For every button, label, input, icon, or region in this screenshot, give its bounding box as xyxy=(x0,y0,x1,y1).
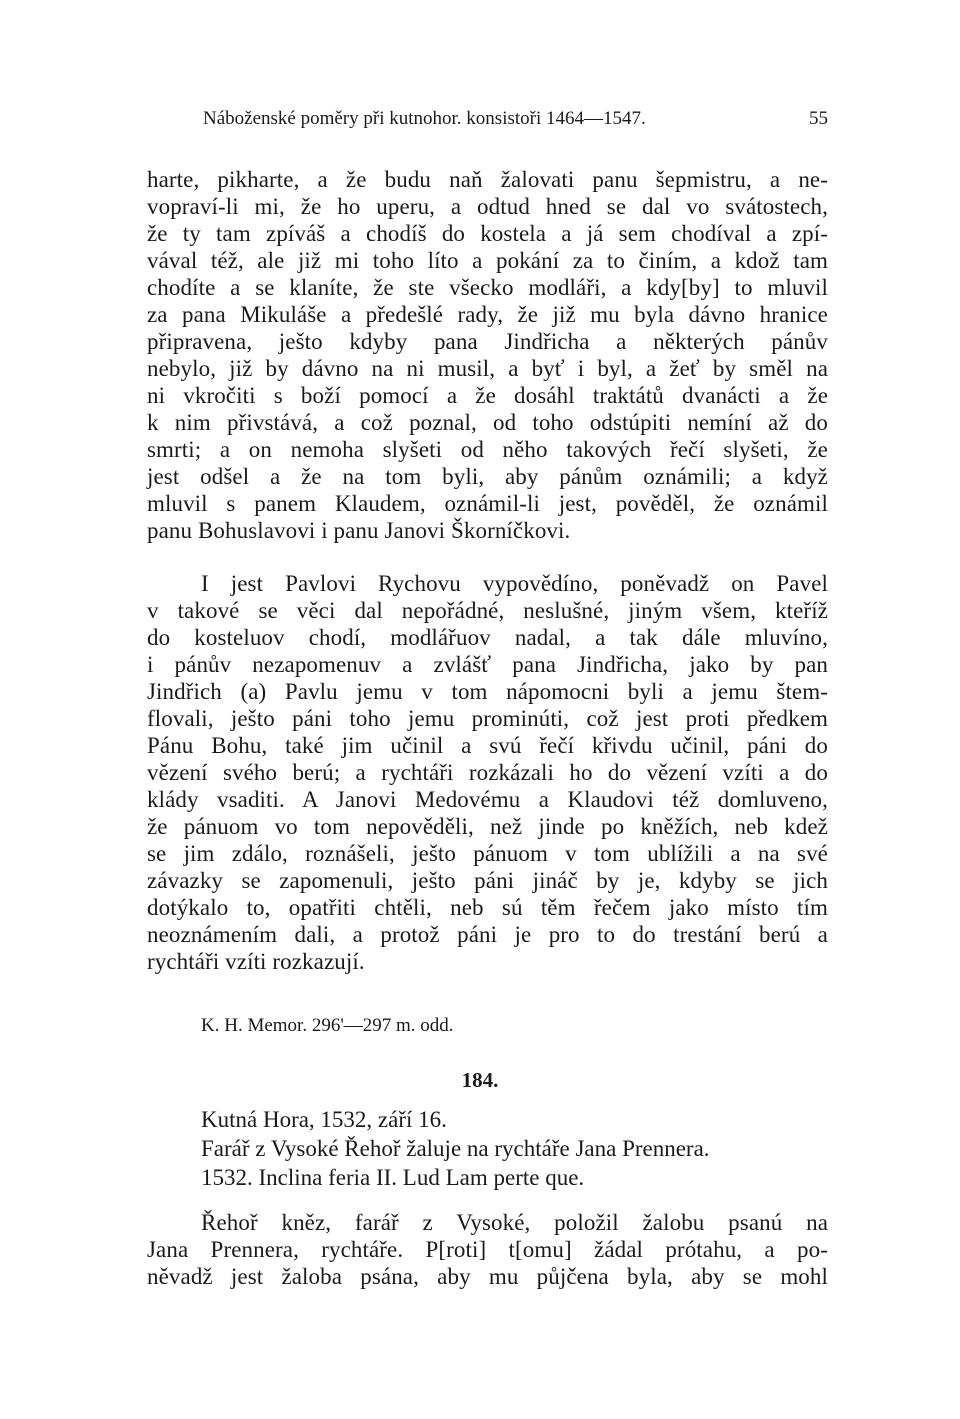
text-line: Pánu Bohu, také jim učinil a svú řečí křivdu učinil, páni do xyxy=(147,733,828,758)
text-line: harte, pikharte, a že budu naň žalovati panu šepmistru, a ne- xyxy=(147,167,828,192)
text-line: neoznámením dali, a protož páni je pro to do trestání berú a xyxy=(147,922,828,947)
text-line: rychtáři vzíti rozkazují. xyxy=(147,949,365,974)
text-line-indented: Řehoř kněz, farář z Vysoké, položil žalobu psanú na xyxy=(201,1210,828,1235)
text-line-indented: I jest Pavlovi Rychovu vypovědíno, poněvadž on Pavel xyxy=(201,571,828,596)
text-line: jest odšel a že na tom byli, aby pánům oznámili; a když xyxy=(147,464,828,489)
text-line: dotýkalo to, opatřiti chtěli, neb sú těm řečem jako místo tím xyxy=(147,895,828,920)
text-line: klády vsaditi. A Janovi Medovému a Klaudovi též domluveno, xyxy=(147,787,828,812)
page-number: 55 xyxy=(809,108,828,129)
text-line: vězení svého berú; a rychtáři rozkázali ho do vězení vzíti a do xyxy=(147,760,828,785)
text-line: se jim zdálo, roznášeli, ješto pánuom v tom ublížili a na své xyxy=(147,841,828,866)
text-line: závazky se zapomenuli, ješto páni jináč by je, kdyby se jich xyxy=(147,868,828,893)
page-header xyxy=(147,108,828,138)
text-line: vopraví-li mi, že ho uperu, a odtud hned se dal vo svátostech, xyxy=(147,194,828,219)
paragraph-1 xyxy=(147,166,828,544)
text-line: ni vkročiti s boží pomocí a že dosáhl traktátů dvanácti a že xyxy=(147,383,828,408)
text-line: panu Bohuslavovi i panu Janovi Škorníčkovi. xyxy=(147,518,571,543)
place-date: Kutná Hora, 1532, září 16. xyxy=(201,1107,447,1132)
text-line: i pánův nezapomenuv a zvlášť pana Jindřicha, jako by pan xyxy=(147,652,828,677)
text-line: Jindřich (a) Pavlu jemu v tom nápomocni byli a jemu štem- xyxy=(147,679,828,704)
text-line: flovali, ješto páni toho jemu prominúti, což jest proti předkem xyxy=(147,706,828,731)
paragraph-2 xyxy=(147,570,828,975)
text-line: že pánuom vo tom nepověděli, než jinde po kněžích, neb kdež xyxy=(147,814,828,839)
text-line: v takové se věci dal nepořádné, neslušné, jiným všem, kteříž xyxy=(147,598,828,623)
text-line: že ty tam zpíváš a chodíš do kostela a já sem chodíval a zpí- xyxy=(147,221,828,246)
paragraph-3 xyxy=(147,1209,828,1290)
text-line: nebylo, již by dávno na ni musil, a byť i byl, a žeť by směl na xyxy=(147,356,828,381)
text-line: chodíte a se klaníte, že ste všecko modláři, a kdy[by] to mluvil xyxy=(147,275,828,300)
text-line: něvadž jest žaloba psána, aby mu půjčena byla, aby se mohl xyxy=(147,1264,828,1289)
source-note: K. H. Memor. 296'—297 m. odd. xyxy=(201,1015,454,1036)
text-line: smrti; a on nemoha slyšeti od něho takových řečí slyšeti, že xyxy=(147,437,828,462)
text-line: k nim přivstává, a což poznal, od toho odstúpiti nemíní až do xyxy=(147,410,828,435)
text-line: připravena, ješto kdyby pana Jindřicha a některých pánův xyxy=(147,329,828,354)
running-title: Náboženské poměry při kutnohor. konsistoři 1464—1547. xyxy=(203,108,646,129)
document-heading xyxy=(201,1105,828,1192)
text-line: mluvil s panem Klaudem, oznámil-li jest, pověděl, že oznámil xyxy=(147,491,828,516)
document-number: 184. xyxy=(461,1068,499,1092)
document-summary: Farář z Vysoké Řehoř žaluje na rychtáře Jana Prennera. xyxy=(201,1136,710,1161)
text-line: za pana Mikuláše a předešlé rady, že již mu byla dávno hranice xyxy=(147,302,828,327)
text-line: do kosteluov chodí, modlářuov nadal, a tak dále mluvíno, xyxy=(147,625,828,650)
document-dating: 1532. Inclina feria II. Lud Lam perte que. xyxy=(201,1165,585,1190)
text-line: vával též, ale již mi toho líto a pokání za to činím, a kdož tam xyxy=(147,248,828,273)
text-line: Jana Prennera, rychtáře. P[roti] t[omu] žádal prótahu, a po- xyxy=(147,1237,828,1262)
